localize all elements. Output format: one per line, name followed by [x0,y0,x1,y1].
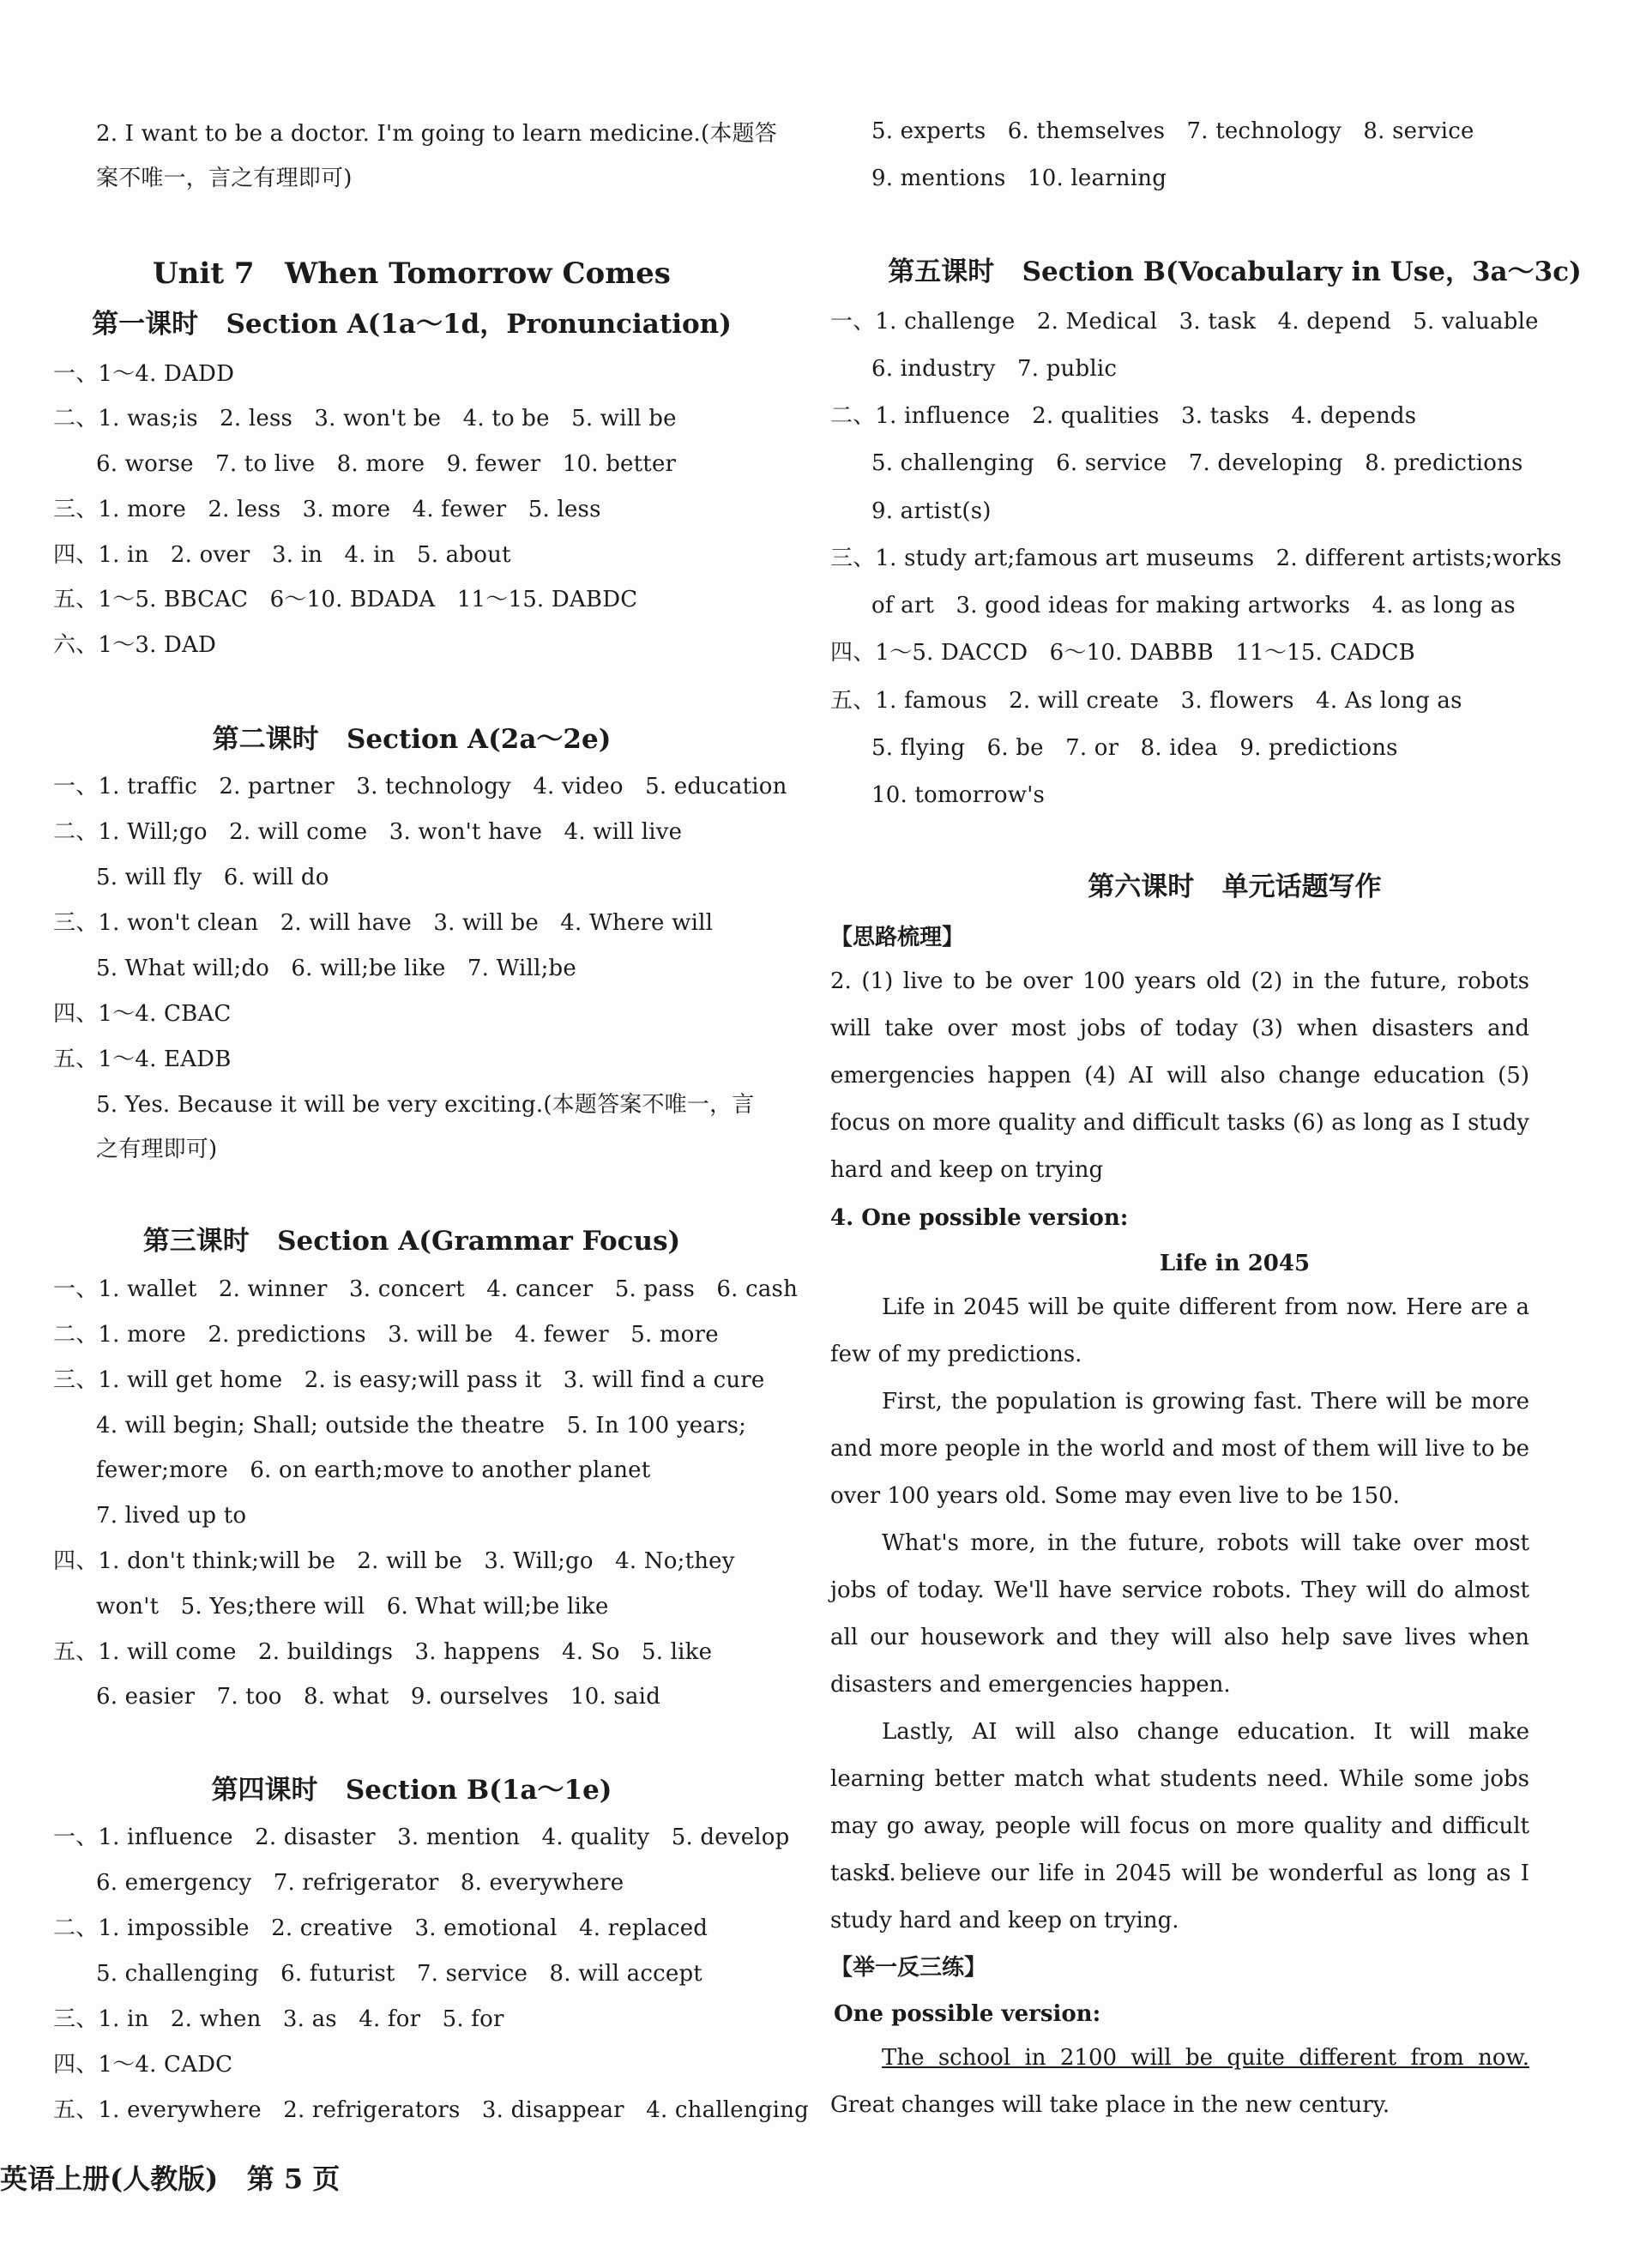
answer-line: 4. will begin; Shall; outside the theatre 5. In 100 years; [96,1413,747,1439]
section-title: 第三课时 Section A(Grammar Focus) [142,1226,681,1257]
answer-line: 2. I want to be a doctor. I'm going to learn medicine.(本题答 [96,121,777,147]
essay-paragraph: Lastly, AI will also change education. It will make learning better match what students need. While some jobs may go away, people will focus on more quality and difficult tasks. [830,1719,1529,1886]
essay-paragraph: What's more, in the future, robots will take over most jobs of today. We'll have service robots. They will do almost all our housework and they will also help save lives when disasters and emergencies happen. [830,1530,1529,1698]
underlined-sentence: The school in 2100 will be quite different from now. [882,2045,1529,2071]
section-title: 第四课时 Section B(1a～1e) [211,1775,612,1806]
page-footer: 英语上册(人教版) 第 5 页 [0,2162,341,2195]
section-title: 第五课时 Section B(Vocabulary in Use，3a～3c) [888,256,1582,287]
answer-line: 10. tomorrow's [871,782,1046,808]
answer-line: 四、1. don't think;will be 2. will be 3. Will;go 4. No;they [53,1548,735,1574]
answer-line: 5. Yes. Because it will be very exciting.(本题答案不唯一，言 [96,1092,755,1118]
answer-line: 一、1. traffic 2. partner 3. technology 4. video 5. education [53,774,787,799]
answer-line: of art 3. good ideas for making artworks 4. as long as [871,593,1516,618]
answer-line: 三、1. won't clean 2. will have 3. will be 4. Where will [53,910,714,936]
answer-line: 四、1～4. CADC [53,2052,233,2078]
answer-line: 案不唯一，言之有理即可) [96,166,353,191]
answer-line: 三、1. study art;famous art museums 2. different artists;works [830,546,1562,571]
answer-line: 6. easier 7. too 8. what 9. ourselves 10. said [96,1684,661,1710]
practice-paragraph [830,2035,1529,2129]
essay-paragraph: First, the population is growing fast. There will be more and more people in the world and most of them will live to be over 100 years old. Some may even live to be 150. [830,1389,1529,1509]
answer-line: 五、1. everywhere 2. refrigerators 3. disappear 4. challenging [53,2097,809,2123]
answer-line: 五、1. famous 2. will create 3. flowers 4. As long as [830,688,1462,714]
answer-line: 9. artist(s) [871,498,992,524]
answer-line: 五、1～5. BBCAC 6～10. BDADA 11～15. DABDC [53,587,638,612]
answer-line: 四、1. in 2. over 3. in 4. in 5. about [53,542,511,568]
answer-line: 7. lived up to [96,1503,247,1529]
answer-line: 一、1. influence 2. disaster 3. mention 4. quality 5. develop [53,1825,790,1850]
answer-line: 5. challenging 6. futurist 7. service 8. will accept [96,1961,702,1987]
version-label: 4. One possible version: [830,1205,1129,1231]
answer-line: fewer;more 6. on earth;move to another planet [96,1457,651,1483]
answer-line: 6. industry 7. public [871,356,1118,382]
unit-title: Unit 7 When Tomorrow Comes [153,256,671,291]
answer-line: 二、1. influence 2. qualities 3. tasks 4. depends [830,403,1417,429]
answer-line: 三、1. more 2. less 3. more 4. fewer 5. less [53,497,601,522]
answer-line: won't 5. Yes;there will 6. What will;be like [96,1594,609,1620]
practice-rest: Great changes will take place in the new century. [830,2092,1390,2118]
thinking-label: 【思路梳理】 [830,925,965,950]
version-label: One possible version: [834,2001,1101,2027]
answer-line: 三、1. will get home 2. is easy;will pass it 3. will find a cure [53,1367,765,1393]
thinking-text: 2. (1) live to be over 100 years old (2) in the future, robots will take over most jobs of today (3) when disasters and emergencies happen (4) AI will also change education (5) focus on more quality and difficult tasks (6) as long as I study hard and keep on trying [830,968,1529,1183]
answer-line: 一、1. challenge 2. Medical 3. task 4. depend 5. valuable [830,309,1539,335]
answer-line: 六、1～3. DAD [53,632,217,658]
answer-line: 一、1. wallet 2. winner 3. concert 4. cancer 5. pass 6. cash [53,1276,799,1302]
answer-line: 三、1. in 2. when 3. as 4. for 5. for [53,2006,504,2032]
essay-paragraph: I believe our life in 2045 will be wonderful as long as I study hard and keep on trying. [830,1861,1529,1933]
answer-line: 5. What will;do 6. will;be like 7. Will;be [96,956,576,981]
answer-line: 6. worse 7. to live 8. more 9. fewer 10. better [96,451,677,477]
answer-line: 二、1. more 2. predictions 3. will be 4. fewer 5. more [53,1322,719,1348]
essay-paragraph: Life in 2045 will be quite different from now. Here are a few of my predictions. [830,1294,1529,1367]
answer-line: 二、1. Will;go 2. will come 3. won't have 4. will live [53,819,683,845]
answer-line: 二、1. was;is 2. less 3. won't be 4. to be 5. will be [53,406,677,431]
section-title: 第二课时 Section A(2a～2e) [212,724,612,755]
answer-line: 5. experts 6. themselves 7. technology 8. service [871,118,1474,144]
answer-line: 一、1～4. DADD [53,361,235,387]
answer-line: 五、1～4. EADB [53,1047,232,1072]
practice-label: 【举一反三练】 [830,1955,987,1981]
essay-title: Life in 2045 [1159,1251,1311,1276]
answer-line: 五、1. will come 2. buildings 3. happens 4. So 5. like [53,1639,713,1665]
answer-line: 四、1～4. CBAC [53,1001,232,1027]
answer-line: 5. challenging 6. service 7. developing 8. predictions [871,450,1523,476]
answer-line: 6. emergency 7. refrigerator 8. everywhere [96,1870,624,1896]
section-title: 第一课时 Section A(1a～1d，Pronunciation) [92,309,732,340]
answer-line: 5. will fly 6. will do [96,865,329,890]
section-title: 第六课时 单元话题写作 [1088,872,1382,902]
answer-line: 二、1. impossible 2. creative 3. emotional 4. replaced [53,1915,708,1941]
answer-line: 9. mentions 10. learning [871,166,1167,191]
answer-line: 之有理即可) [96,1137,218,1162]
answer-line: 四、1～5. DACCD 6～10. DABBB 11～15. CADCB [830,640,1415,666]
answer-line: 5. flying 6. be 7. or 8. idea 9. predictions [871,735,1398,761]
